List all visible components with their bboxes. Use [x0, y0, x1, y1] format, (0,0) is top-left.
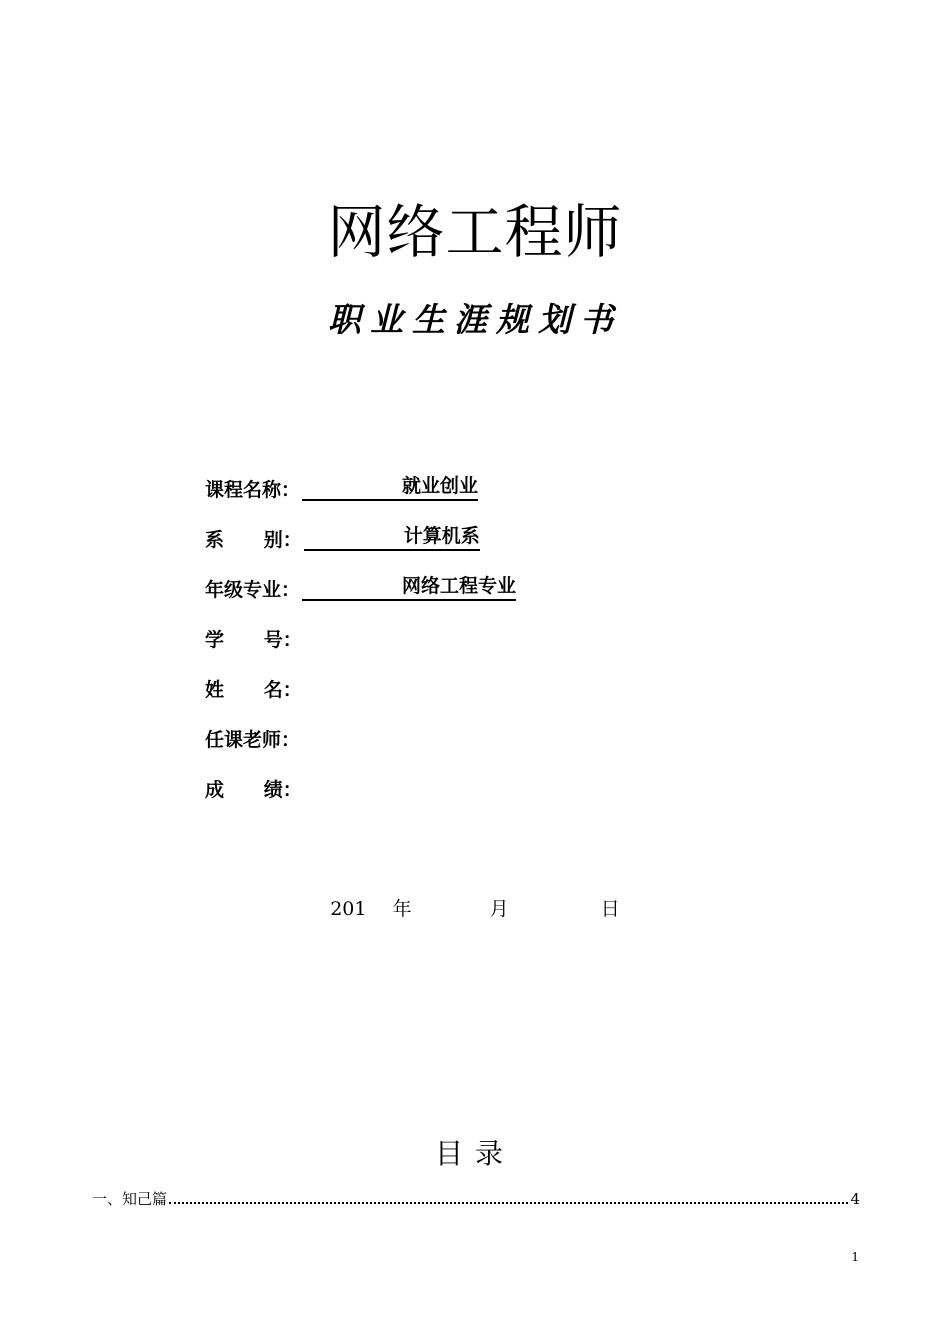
toc-leader-dots [169, 1202, 848, 1204]
date-year-prefix: 201 [330, 898, 367, 920]
major-value: 网络工程专业 [302, 575, 516, 601]
date-year-char: 年 [392, 898, 412, 920]
page-number: 1 [851, 1250, 859, 1264]
name-label: 姓 名： [205, 678, 302, 701]
toc-entry[interactable] [92, 1188, 860, 1209]
major-row [205, 563, 516, 613]
grade-row [205, 763, 516, 813]
dept-value: 计算机系 [304, 525, 480, 551]
date-line [0, 894, 950, 921]
student-id-row [205, 613, 516, 663]
teacher-label: 任课老师： [205, 728, 301, 751]
toc-entry-label: 一、知己篇 [92, 1190, 168, 1208]
name-row [205, 663, 516, 713]
toc-entry-page: 4 [850, 1190, 860, 1208]
cover-subtitle: 职业生涯规划书 [328, 300, 622, 339]
student-id-label: 学 号： [205, 628, 302, 651]
toc-title: 目录 [434, 1137, 515, 1170]
student-info-block [205, 463, 516, 813]
course-value: 就业创业 [302, 475, 478, 501]
date-month-char: 月 [489, 898, 509, 920]
dept-row [205, 513, 516, 563]
date-day-char: 日 [600, 898, 620, 920]
major-label: 年级专业： [205, 578, 301, 601]
teacher-row [205, 713, 516, 763]
grade-label: 成 绩： [205, 778, 302, 801]
dept-label: 系 别： [205, 528, 302, 551]
cover-title: 网络工程师 [327, 198, 623, 266]
course-label: 课程名称： [205, 478, 301, 501]
course-row [205, 463, 516, 513]
